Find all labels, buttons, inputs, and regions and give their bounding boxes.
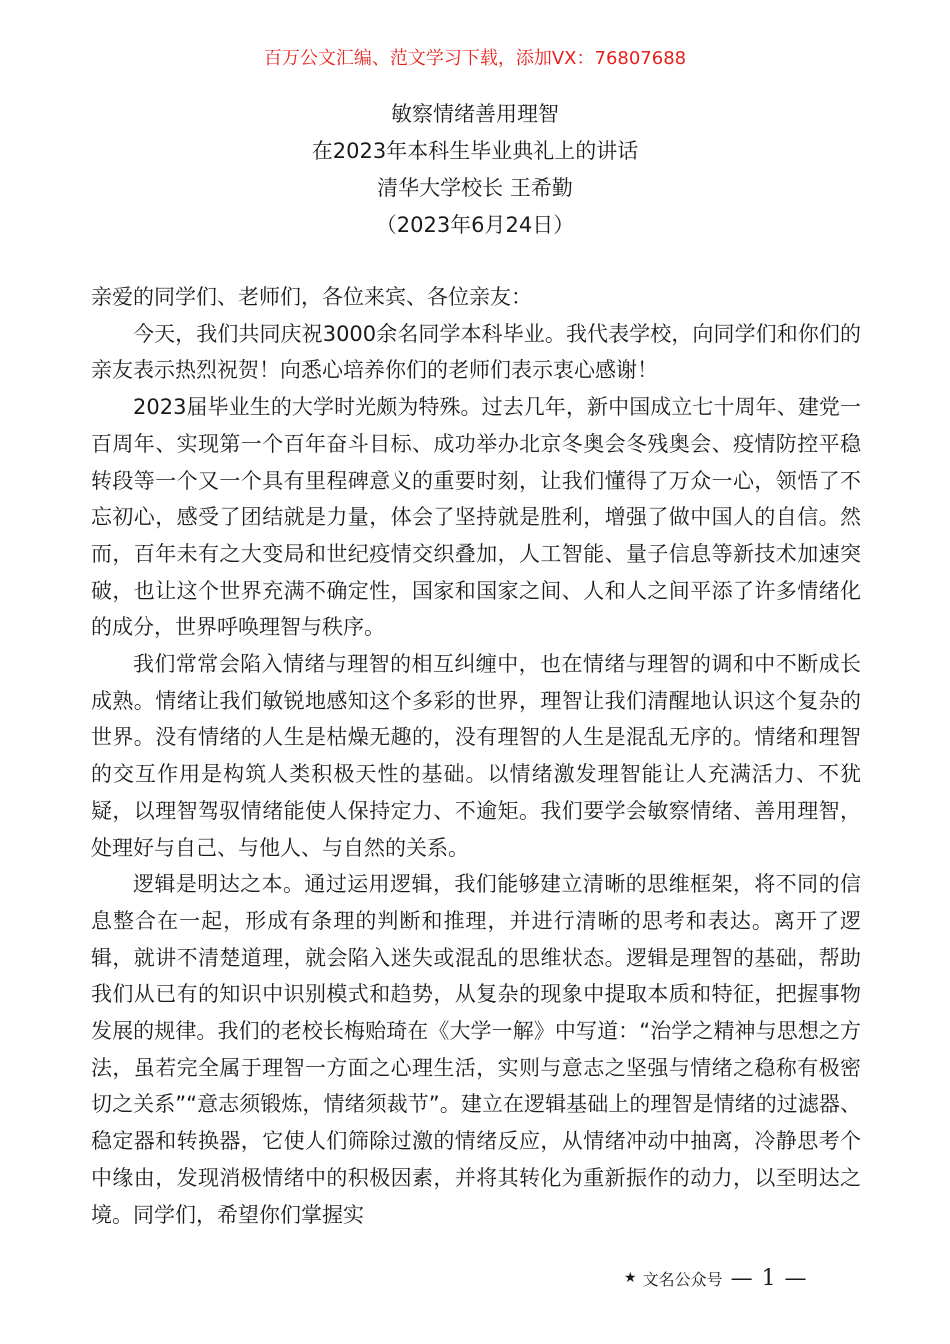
document-author: 清华大学校长 王希勤	[377, 176, 573, 200]
paragraph: 我们常常会陷入情绪与理智的相互纠缠中，也在情绪与理智的调和中不断成长成熟。情绪让我们敏锐地感知这个多彩的世界，理智让我们清醒地认识这个复杂的世界。没有情绪的人生是枯燥无趣的，没有理智的人生是混乱无序的。情绪和理智的交互作用是构筑人类积极天性的基础。以情绪激发理智能让人充满活力、不犹疑，以理智驾驭情绪能使人保持定力、不逾矩。我们要学会敏察情绪、善用理智，处理好与自己、与他人、与自然的关系。	[91, 652, 861, 860]
paragraph: 2023届毕业生的大学时光颇为特殊。过去几年，新中国成立七十周年、建党一百周年、实现第一个百年奋斗目标、成功举办北京冬奥会冬残奥会、疫情防控平稳转段等一个又一个具有里程碑意义的重要时刻，让我们懂得了万众一心，领悟了不忘初心，感受了团结就是力量，体会了坚持就是胜利，增强了做中国人的自信。然而，百年未有之大变局和世纪疫情交织叠加，人工智能、量子信息等新技术加速突破，也让这个世界充满不确定性，国家和国家之间、人和人之间平添了许多情绪化的成分，世界呼唤理智与秩序。	[91, 395, 861, 640]
download-banner: 百万公文汇编、范文学习下载，添加VX：76807688	[263, 48, 687, 69]
star-icon: ★	[624, 1270, 637, 1286]
footer-label: 文名公众号	[642, 1269, 723, 1289]
page-number: — 1 —	[730, 1265, 808, 1291]
paragraph: 今天，我们共同庆祝3000余名同学本科毕业。我代表学校，向同学们和你们的亲友表示热烈祝贺！向悉心培养你们的老师们表示衷心感谢！	[91, 321, 861, 383]
page-footer	[624, 1263, 854, 1293]
document-title: 敏察情绪善用理智	[391, 102, 559, 126]
title-block	[0, 96, 950, 244]
document-subtitle: 在2023年本科生毕业典礼上的讲话	[311, 139, 639, 163]
document-date: （2023年6月24日）	[375, 213, 575, 237]
salutation: 亲爱的同学们、老师们，各位来宾、各位亲友：	[91, 285, 532, 309]
speech-body	[91, 279, 861, 1233]
paragraph: 逻辑是明达之本。通过运用逻辑，我们能够建立清晰的思维框架，将不同的信息整合在一起，形成有条理的判断和推理，并进行清晰的思考和表达。离开了逻辑，就讲不清楚道理，就会陷入迷失或混乱的思维状态。逻辑是理智的基础，帮助我们从已有的知识中识别模式和趋势，从复杂的现象中提取本质和特征，把握事物发展的规律。我们的老校长梅贻琦在《大学一解》中写道：“治学之精神与思想之方法，虽若完全属于理智一方面之心理生活，实则与意志之坚强与情绪之稳称有极密切之关系”“意志须锻炼，情绪须裁节”。建立在逻辑基础上的理智是情绪的过滤器、稳定器和转换器，它使人们筛除过激的情绪反应，从情绪冲动中抽离，冷静思考个中缘由，发现消极情绪中的积极因素，并将其转化为重新振作的动力，以至明达之境。同学们，希望你们掌握实	[91, 872, 861, 1227]
